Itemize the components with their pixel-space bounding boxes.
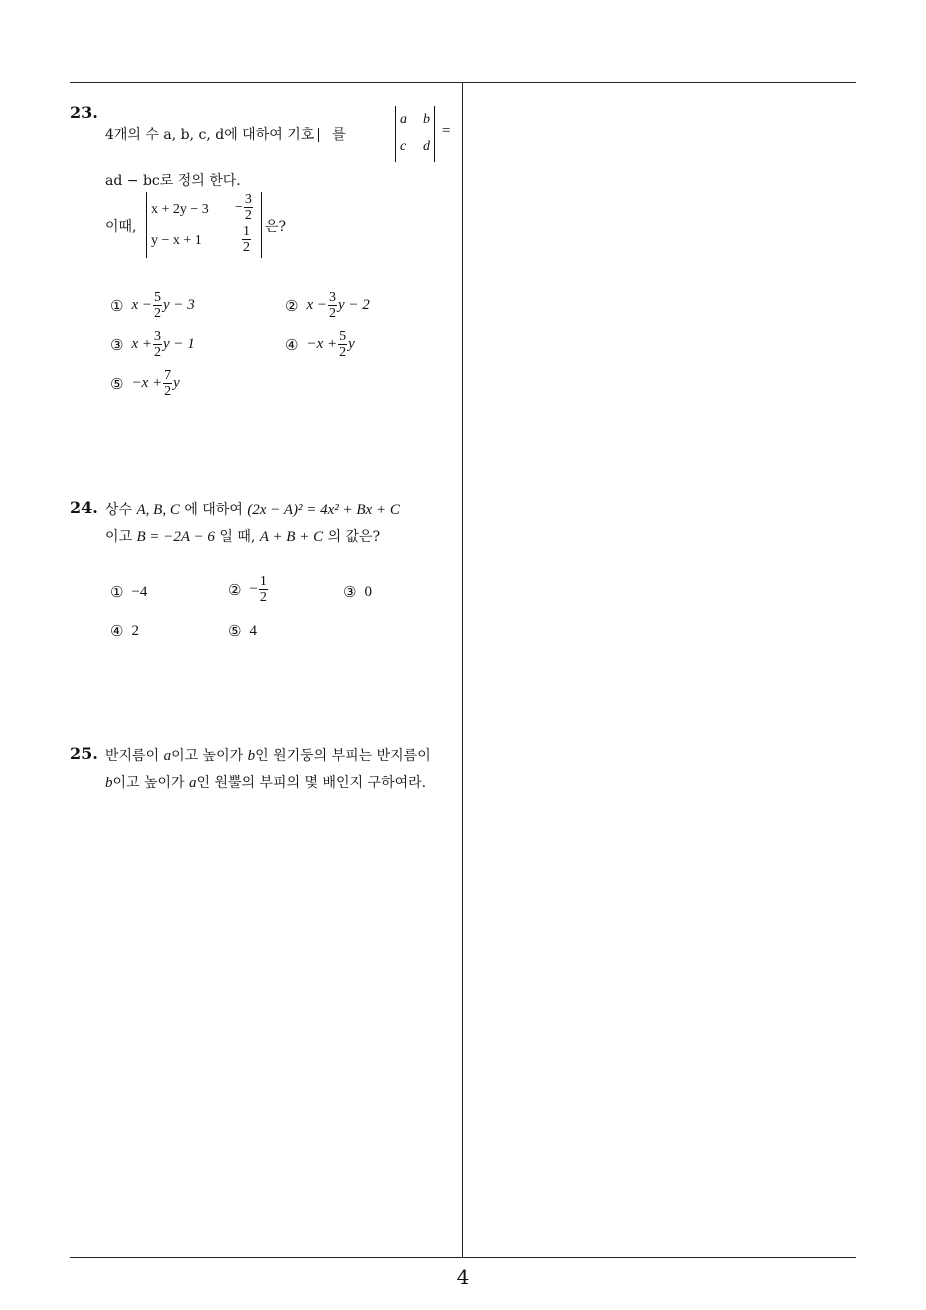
q23-choice-4-den: 2 (339, 345, 347, 360)
q23-matrix-symbol (395, 106, 435, 162)
q25-number: 25. (70, 744, 98, 763)
q24-choice-4-marker: ④ (110, 622, 124, 640)
q23-choice-2-den: 2 (328, 306, 336, 321)
q25-line2-b: 이고 높이가 (112, 775, 185, 791)
q23-choice-1-den: 2 (153, 306, 161, 321)
q23-intro (105, 124, 346, 144)
q23-choice-4-post: y (348, 336, 355, 352)
q25-line1-a: 반지름이 (105, 748, 160, 764)
q23-blank-symbol (318, 128, 329, 142)
q24-line1-c: 에 대하여 (184, 502, 243, 518)
q23-choice-3-marker: ③ (110, 335, 124, 354)
q23-choice-1-marker: ① (110, 296, 124, 315)
q24-choice-1[interactable] (110, 583, 147, 601)
q24-line2-e: 의 값은? (327, 529, 381, 545)
q23-question-suffix: 은? (265, 219, 287, 235)
q23-det-r1c2-num: 3 (244, 192, 252, 207)
q23-choice-5-post: y (173, 375, 180, 391)
q23-choice-4-marker: ④ (285, 335, 299, 354)
q23-det-r1c2-den: 2 (244, 208, 252, 223)
q23-choice-3[interactable] (110, 329, 195, 360)
q25-line2-a: b (105, 775, 113, 791)
q25-line1-d: b (247, 748, 256, 764)
q24-choice-3[interactable] (343, 583, 372, 601)
q24-line2-b: B = −2A − 6 (136, 529, 215, 545)
q24-choice-2-den: 2 (259, 590, 267, 605)
q23-question-prefix: 이때, (105, 219, 137, 235)
q24-line1-d: (2x − A)² = 4x² + Bx + C (247, 502, 400, 518)
q23-choice-1-num: 5 (153, 290, 161, 305)
q23-det-r1c2-sign: − (235, 199, 243, 215)
q25-line1-c: 이고 높이가 (171, 748, 244, 764)
q23-sym-d: d (423, 139, 430, 154)
q25-line1-b: a (163, 748, 172, 764)
q23-choice-3-post: y − 1 (162, 336, 195, 352)
q23-number: 23. (70, 103, 98, 122)
q23-choice-2-marker: ② (285, 296, 299, 315)
q23-intro-text: 4개의 수 a, b, c, d에 대하여 기호 (105, 127, 315, 143)
q23-determinant (146, 192, 262, 258)
q23-symbol-suffix: 를 (332, 127, 346, 143)
q23-choice-2-post: y − 2 (337, 297, 370, 313)
q25-line-1 (105, 745, 431, 765)
q23-choice-4-num: 5 (339, 329, 347, 344)
q24-choice-5[interactable] (228, 622, 257, 640)
q24-line-1 (105, 499, 400, 519)
q24-choice-5-marker: ⑤ (228, 622, 242, 640)
q23-sym-c: c (400, 139, 407, 154)
q23-choice-5-den: 2 (164, 384, 172, 399)
q24-line-2 (105, 526, 380, 546)
q23-choice-2-pre: x − (306, 297, 327, 313)
q24-choice-2[interactable] (228, 574, 269, 605)
page-number: 4 (456, 1265, 470, 1289)
q24-choice-2-marker: ② (228, 580, 242, 599)
q24-choice-2-num: 1 (259, 574, 267, 589)
q24-number: 24. (70, 498, 98, 517)
q24-line1-b: A, B, C (136, 502, 180, 518)
q24-choice-4-value: 2 (131, 622, 139, 639)
q24-line1-a: 상수 (105, 502, 133, 518)
q23-choice-5-num: 7 (164, 368, 172, 383)
q23-choice-4-pre: −x + (306, 336, 338, 352)
q23-choice-3-pre: x + (131, 336, 152, 352)
q23-choice-1-post: y − 3 (162, 297, 195, 313)
q23-choice-1[interactable] (110, 290, 195, 321)
q24-choice-3-value: 0 (364, 583, 372, 600)
q23-choice-2[interactable] (285, 290, 370, 321)
q23-equals: = (442, 123, 451, 139)
q23-choice-5-pre: −x + (131, 375, 163, 391)
q25-line1-e: 인 원기둥의 부피는 반지름이 (255, 748, 431, 764)
q23-det-r2c1: y − x + 1 (151, 233, 202, 248)
q23-choice-2-num: 3 (328, 290, 336, 305)
q23-definition: ad − bc로 정의 한다. (105, 173, 241, 189)
top-rule (70, 82, 856, 83)
column-divider (462, 83, 463, 1257)
q23-choice-5[interactable] (110, 368, 180, 399)
q24-choice-3-marker: ③ (343, 583, 357, 601)
q23-choice-5-marker: ⑤ (110, 374, 124, 393)
q23-det-r1c1: x + 2y − 3 (151, 202, 209, 217)
q23-choice-3-num: 3 (153, 329, 161, 344)
q23-sym-a: a (400, 112, 407, 127)
q23-sym-b: b (423, 112, 430, 127)
q25-line-2 (105, 772, 426, 792)
q23-det-r2c2-den: 2 (243, 240, 250, 255)
q24-line2-d: A + B + C (259, 529, 324, 545)
q24-choice-5-value: 4 (249, 622, 257, 639)
q25-line2-d: 인 원뿔의 부피의 몇 배인지 구하여라. (196, 775, 427, 791)
q24-choice-1-marker: ① (110, 583, 124, 601)
q24-choice-1-value: −4 (131, 583, 148, 600)
q23-det-r2c2-num: 1 (243, 224, 250, 239)
bottom-rule (70, 1257, 856, 1258)
q24-line2-a: 이고 (105, 529, 133, 545)
q23-choice-4[interactable] (285, 329, 355, 360)
q23-choice-3-den: 2 (153, 345, 161, 360)
q24-choice-4[interactable] (110, 622, 139, 640)
q23-choice-1-pre: x − (131, 297, 152, 313)
q24-choice-2-sign: − (249, 581, 258, 597)
q23-det-r1c2 (235, 192, 254, 223)
q25-line2-c: a (189, 775, 197, 791)
q23-det-r2c2 (241, 224, 252, 255)
q24-line2-c: 일 때, (219, 529, 256, 545)
